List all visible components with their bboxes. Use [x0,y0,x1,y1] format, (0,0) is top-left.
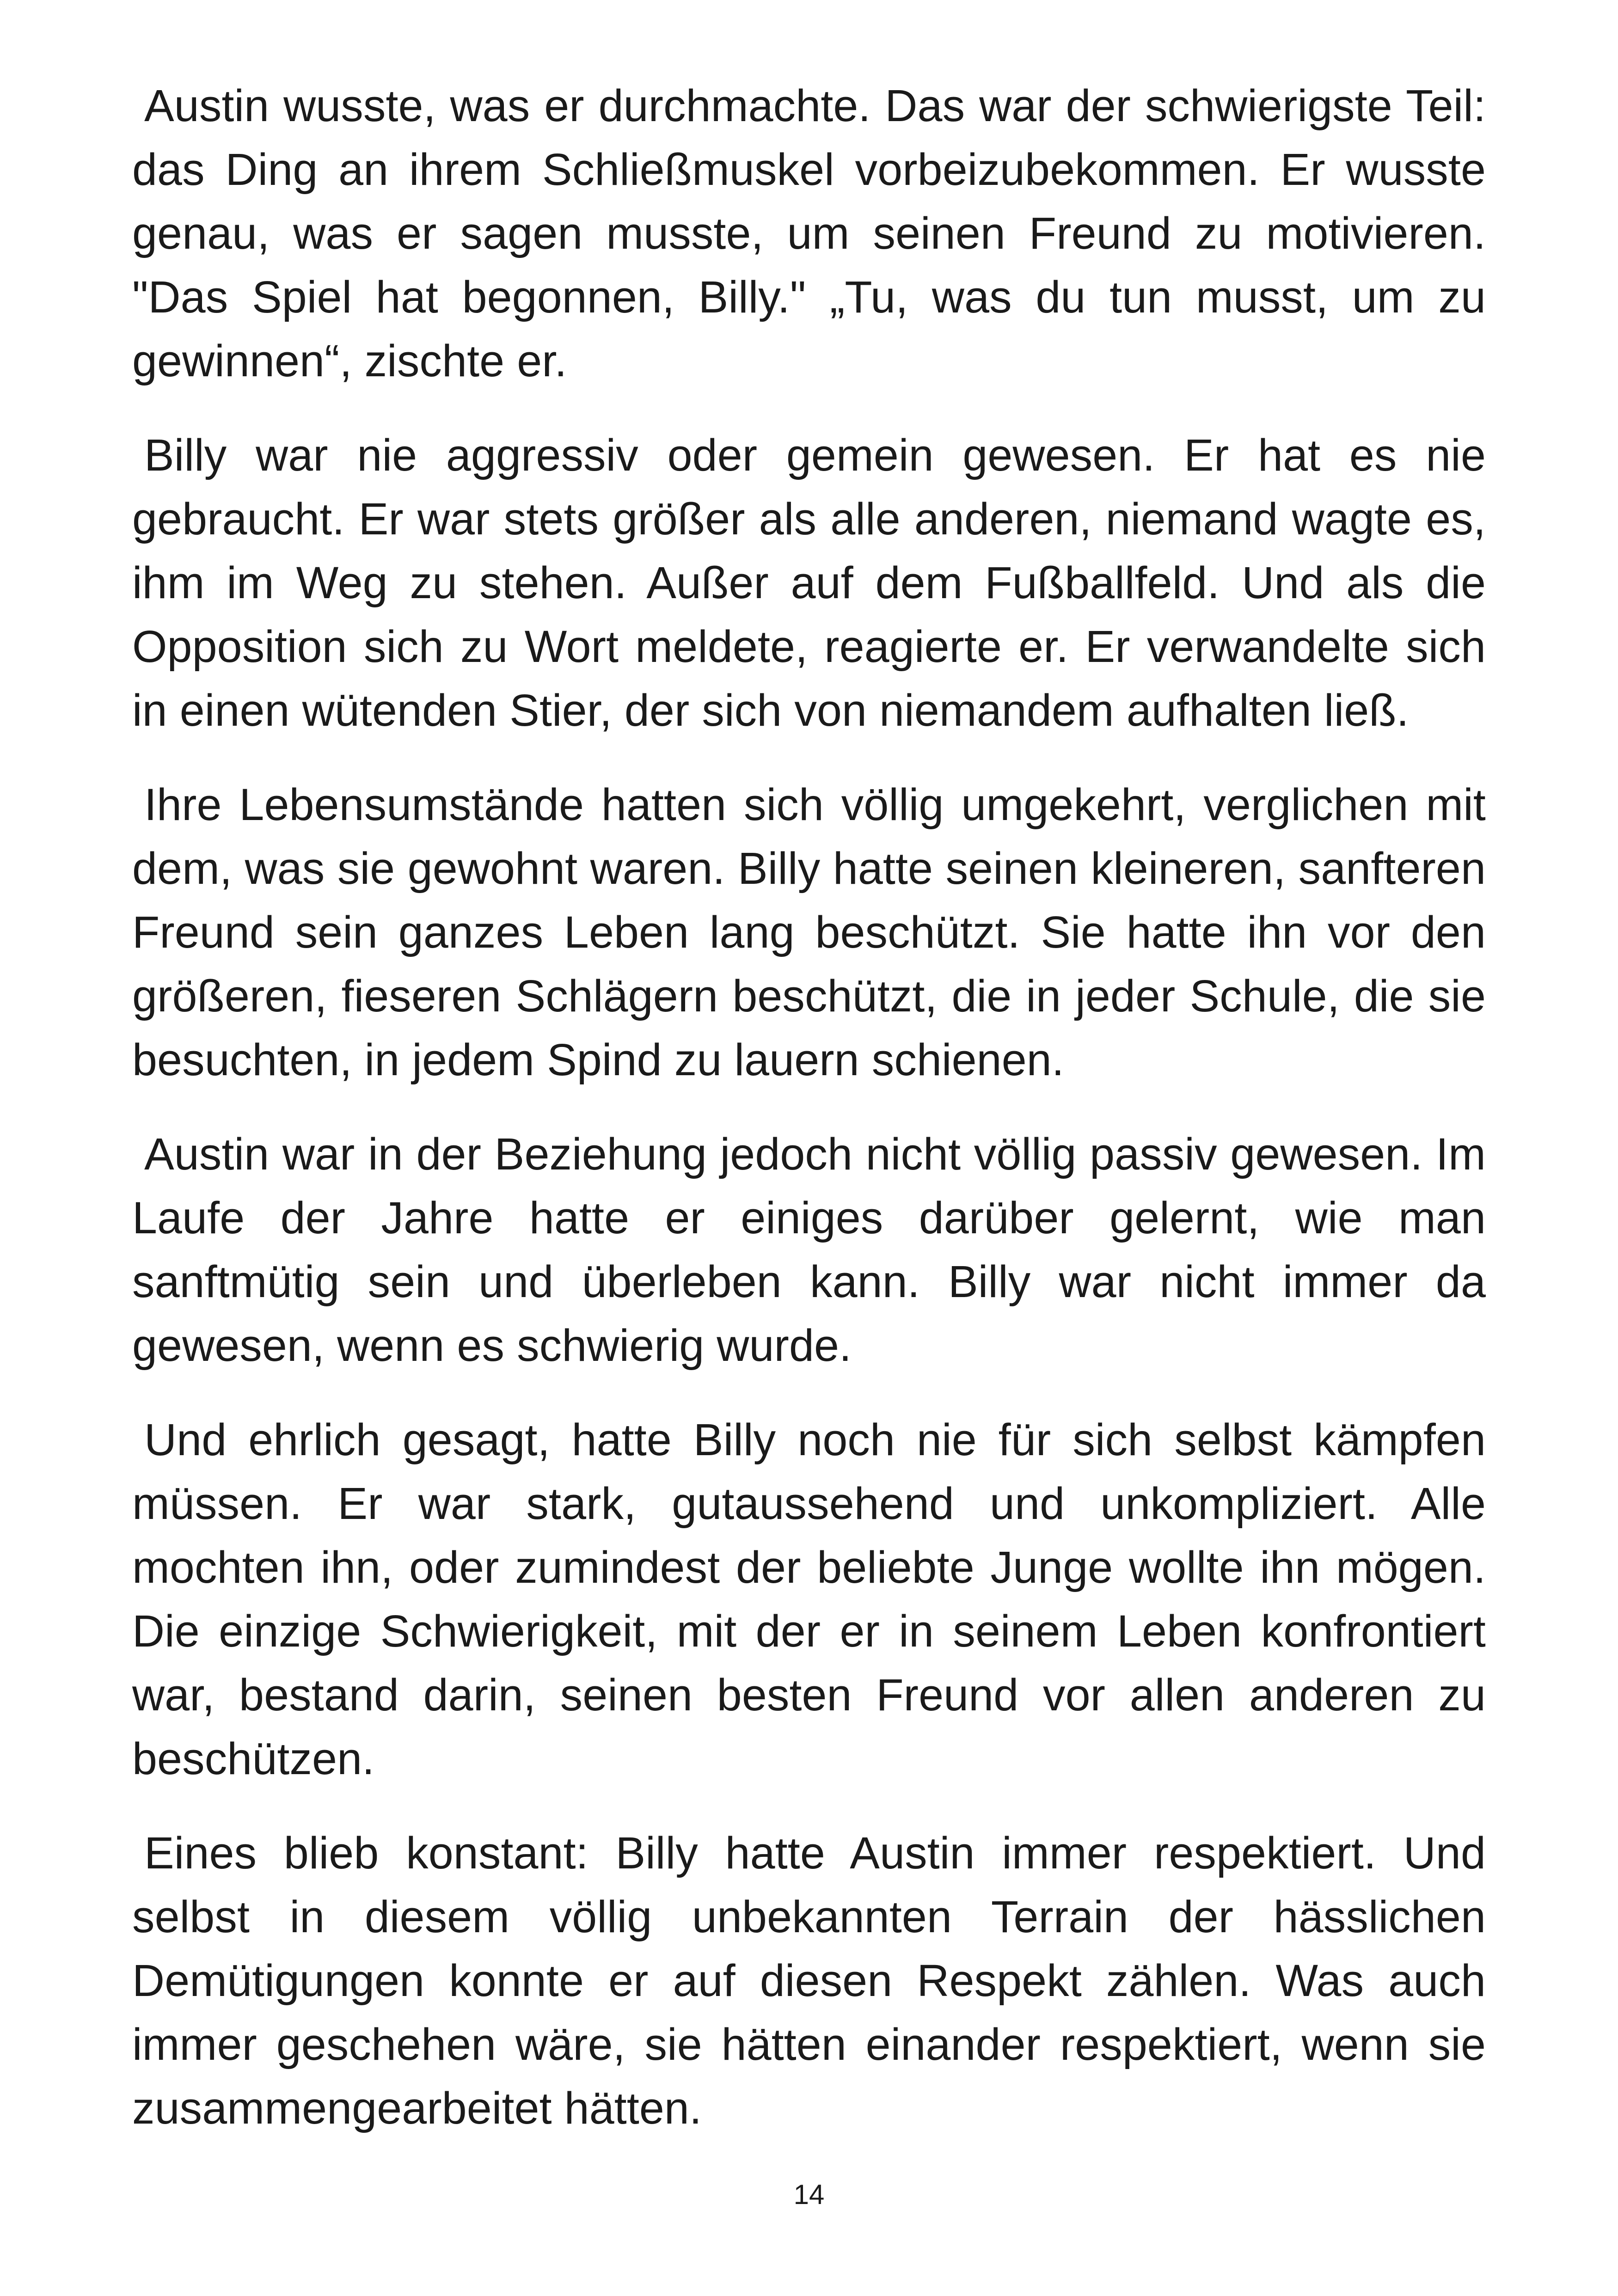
body-text [132,74,1486,2171]
paragraph-3: Ihre Lebensumstände hatten sich völlig umgekehrt, verglichen mit dem, was sie gewohnt waren. Billy hatte seinen kleineren, sanfteren Freund sein ganzes Leben lang beschützt. Sie hatte ihn vor den größeren, fieseren Schlägern beschützt, die in jeder Schule, die sie besuchten, in jedem Spind zu lauern schienen. [132,779,1486,1085]
paragraph-2: Billy war nie aggressiv oder gemein gewesen. Er hat es nie gebraucht. Er war stets größer als alle anderen, niemand wagte es, ihm im Weg zu stehen. Außer auf dem Fußballfeld. Und als die Opposition sich zu Wort meldete, reagierte er. Er verwandelte sich in einen wütenden Stier, der sich von niemandem aufhalten ließ. [132,430,1486,735]
paragraph-1: Austin wusste, was er durchmachte. Das war der schwierigste Teil: das Ding an ihrem Schließmuskel vorbeizubekommen. Er wusste genau, was er sagen musste, um seinen Freund zu motivieren. "Das Spiel hat begonnen, Billy." „Tu, was du tun musst, um zu gewinnen“, zischte er. [132,80,1486,386]
paragraph-5: Und ehrlich gesagt, hatte Billy noch nie für sich selbst kämpfen müssen. Er war stark, gutaussehend und unkompliziert. Alle mochten ihn, oder zumindest der beliebte Junge wollte ihn mögen. Die einzige Schwierigkeit, mit der er in seinem Leben konfrontiert war, bestand darin, seinen besten Freund vor allen anderen zu beschützen. [132,1414,1486,1784]
page-number: 14 [793,2179,825,2210]
paragraph-6: Eines blieb konstant: Billy hatte Austin immer respektiert. Und selbst in diesem völlig unbekannten Terrain der hässlichen Demütigungen konnte er auf diesen Respekt zählen. Was auch immer geschehen wäre, sie hätten einander respektiert, wenn sie zusammengearbeitet hätten. [132,1828,1486,2133]
paragraph-4: Austin war in der Beziehung jedoch nicht völlig passiv gewesen. Im Laufe der Jahre hatte er einiges darüber gelernt, wie man sanftmütig sein und überleben kann. Billy war nicht immer da gewesen, wenn es schwierig wurde. [132,1129,1486,1371]
